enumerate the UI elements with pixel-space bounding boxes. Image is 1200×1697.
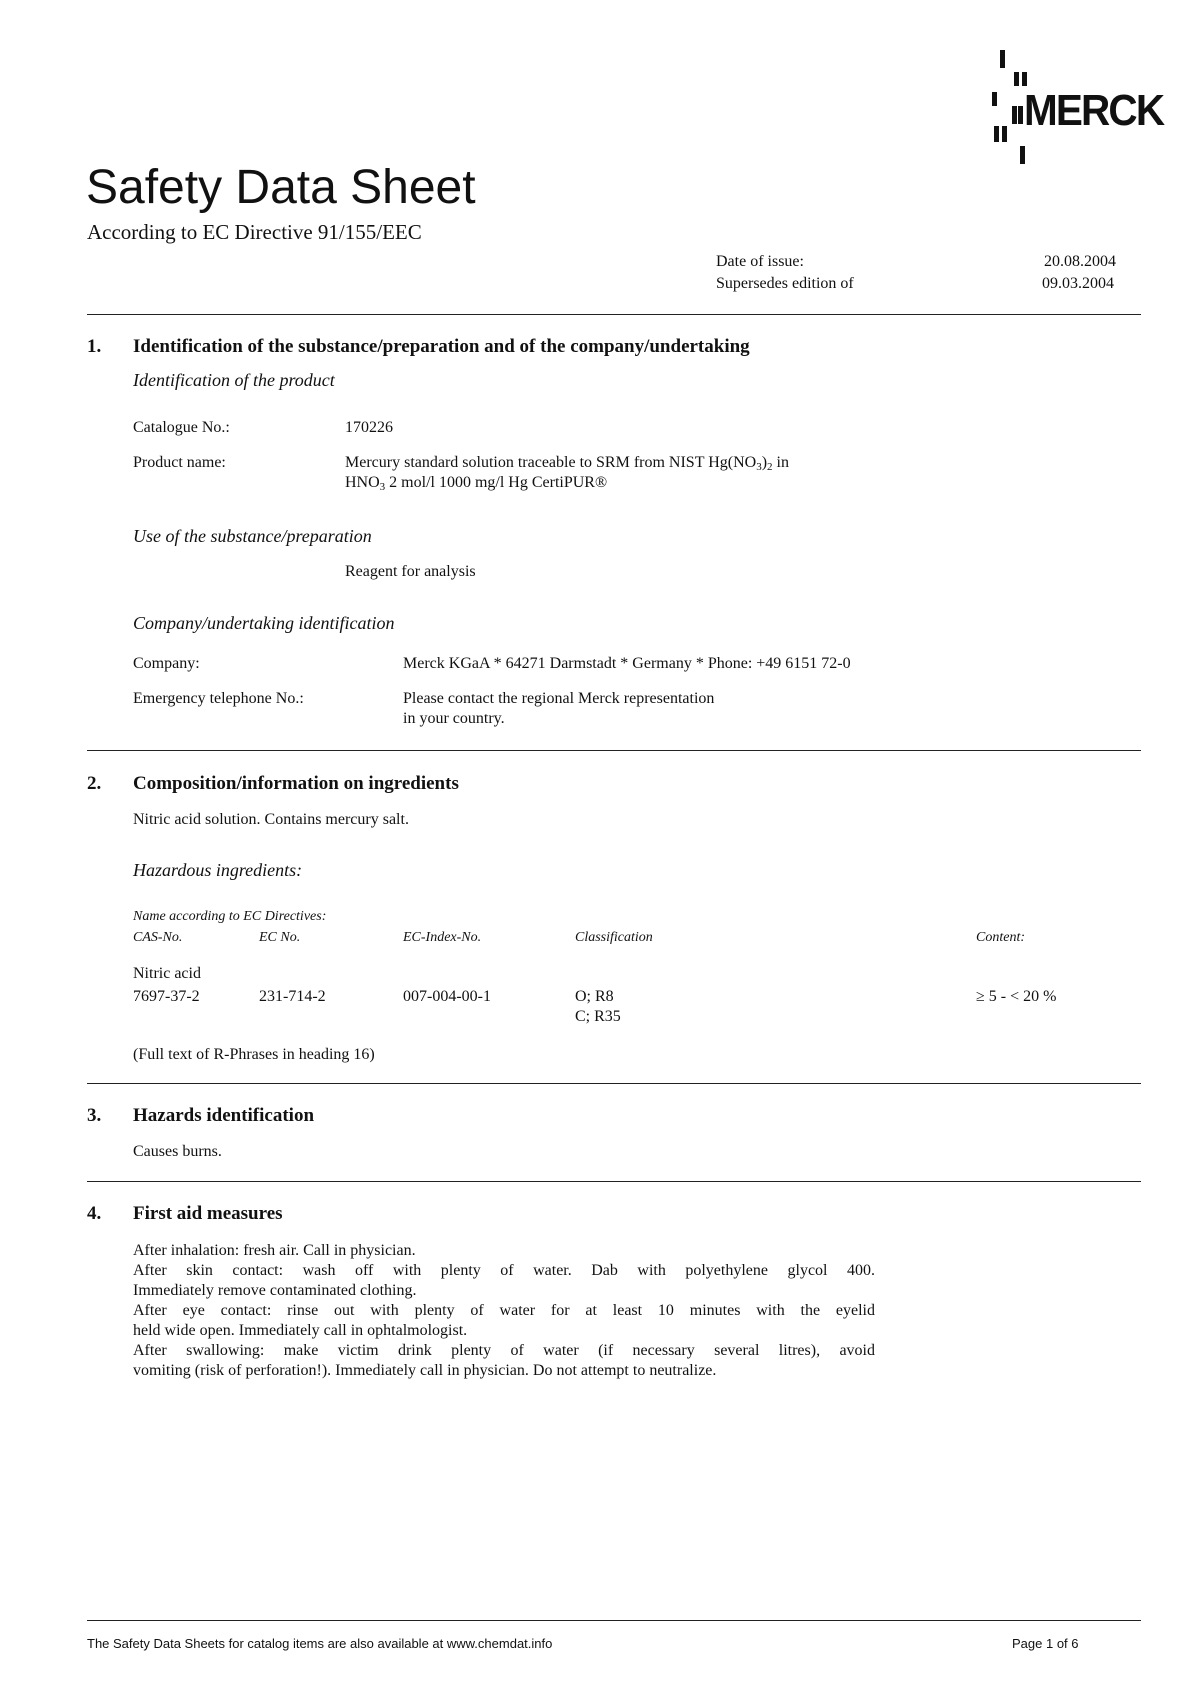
- section4-title: First aid measures: [133, 1203, 283, 1224]
- first-aid-line: After eye contact: rinse out with plenty of water for at least 10 minutes with the eyelid: [133, 1302, 875, 1319]
- date-of-issue-label: Date of issue:: [716, 253, 804, 270]
- hazards-text: Causes burns.: [133, 1143, 222, 1160]
- footer-text: The Safety Data Sheets for catalog items are also available at www.chemdat.info: [87, 1636, 553, 1651]
- section3-number: 3.: [87, 1105, 102, 1126]
- company-heading: Company/undertaking identification: [133, 613, 395, 633]
- ingredient-ec: 231-714-2: [259, 988, 326, 1005]
- divider: [87, 314, 1141, 315]
- merck-logo: [988, 50, 1164, 170]
- page-number: Page 1 of 6: [1012, 1636, 1079, 1651]
- product-identification-heading: Identification of the product: [133, 370, 335, 390]
- logo-text: MERCK: [1024, 86, 1164, 135]
- section1-number: 1.: [87, 336, 102, 357]
- ingredient-class2: C; R35: [575, 1008, 621, 1025]
- first-aid-line: vomiting (risk of perforation!). Immediately call in physician. Do not attempt to neutralize.: [133, 1362, 717, 1379]
- page-title: Safety Data Sheet: [86, 161, 476, 214]
- section3-title: Hazards identification: [133, 1105, 315, 1126]
- divider: [87, 750, 1141, 751]
- divider: [87, 1083, 1141, 1084]
- r-phrases-note: (Full text of R-Phrases in heading 16): [133, 1046, 375, 1063]
- column-cas: CAS-No.: [133, 930, 183, 945]
- first-aid-line: held wide open. Immediately call in ophtalmologist.: [133, 1322, 468, 1339]
- column-ec: EC No.: [259, 930, 301, 945]
- section1-title: Identification of the substance/preparation and of the company/undertaking: [133, 336, 750, 357]
- first-aid-line: After swallowing: make victim drink plenty of water (if necessary several litres), avoid: [133, 1342, 875, 1359]
- date-of-issue-value: 20.08.2004: [1044, 253, 1116, 270]
- use-value: Reagent for analysis: [345, 563, 476, 580]
- section2-title: Composition/information on ingredients: [133, 773, 459, 794]
- emergency-label: Emergency telephone No.:: [133, 690, 304, 707]
- divider: [87, 1181, 1141, 1182]
- composition-intro: Nitric acid solution. Contains mercury salt.: [133, 811, 409, 828]
- column-content: Content:: [976, 930, 1025, 945]
- ingredient-content: ≥ 5 - < 20 %: [976, 988, 1057, 1005]
- ingredient-class1: O; R8: [575, 988, 614, 1005]
- supersedes-value: 09.03.2004: [1042, 275, 1114, 292]
- company-label: Company:: [133, 655, 200, 672]
- product-name-label: Product name:: [133, 454, 226, 471]
- page-subtitle: According to EC Directive 91/155/EEC: [87, 220, 422, 244]
- first-aid-text: [133, 1241, 875, 1381]
- first-aid-line: Immediately remove contaminated clothing.: [133, 1282, 417, 1299]
- emergency-line1: Please contact the regional Merck representation: [403, 690, 715, 707]
- first-aid-line: After inhalation: fresh air. Call in physician.: [133, 1242, 416, 1259]
- company-value: Merck KGaA * 64271 Darmstadt * Germany * Phone: +49 6151 72-0: [403, 655, 851, 672]
- catalogue-value: 170226: [345, 419, 393, 436]
- supersedes-label: Supersedes edition of: [716, 275, 854, 292]
- hazardous-heading: Hazardous ingredients:: [133, 860, 303, 880]
- product-name-line1: Mercury standard solution traceable to SRM from NIST $Hg(NO_3)_2$ in: [345, 454, 789, 473]
- product-name-line2: $HNO_3$ 2 mol/l 1000 mg/l Hg CertiPUR®: [345, 474, 608, 493]
- table-caption: Name according to EC Directives:: [133, 909, 327, 924]
- catalogue-label: Catalogue No.:: [133, 419, 230, 436]
- column-index: EC-Index-No.: [403, 930, 482, 945]
- section2-number: 2.: [87, 773, 102, 794]
- first-aid-line: After skin contact: wash off with plenty of water. Dab with polyethylene glycol 400.: [133, 1262, 875, 1279]
- column-classification: Classification: [575, 930, 653, 945]
- emergency-line2: in your country.: [403, 710, 505, 727]
- footer-divider: [87, 1620, 1141, 1621]
- use-heading: Use of the substance/preparation: [133, 526, 372, 546]
- section4-number: 4.: [87, 1203, 102, 1224]
- ingredient-cas: 7697-37-2: [133, 988, 200, 1005]
- ingredient-name: Nitric acid: [133, 965, 201, 982]
- ingredient-index: 007-004-00-1: [403, 988, 491, 1005]
